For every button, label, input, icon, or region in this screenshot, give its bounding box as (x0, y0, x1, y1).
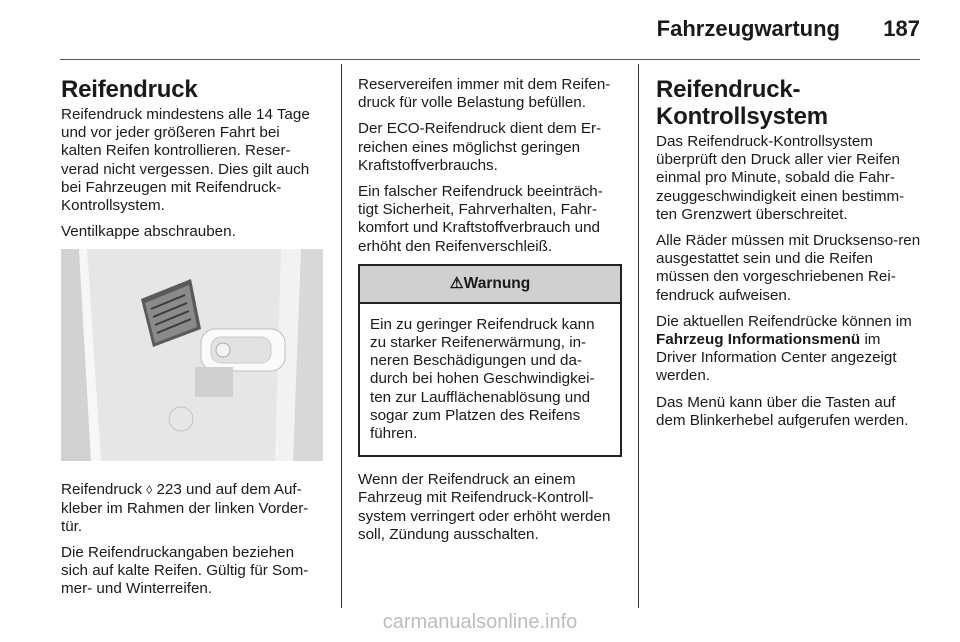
page-reference-icon: ◊ (146, 483, 153, 498)
warning-title: Warnung (463, 274, 531, 292)
paragraph-with-reference: Reifendruck ◊ 223 und auf dem Auf-kleber im Rahmen der linken Vorder-tür. (61, 481, 309, 535)
paragraph: Ein falscher Reifendruck beeinträch-tigt Sicherheit, Fahrverhalten, Fahr-komfort und Kraftstoffverbrauch und erhöht den Reifenverschleiß. (358, 183, 603, 255)
watermark: carmanualsonline.info (382, 611, 578, 633)
column-divider-1 (341, 64, 342, 608)
paragraph: Das Reifendruck-Kontrollsystem überprüft den Druck aller vier Reifen einmal pro Minute, sobald die Fahr-zeuggeschwindigkeit einen bestimm-ten Grenzwert überschreitet. (656, 133, 905, 223)
column-middle (358, 76, 622, 552)
section-heading-reifendruck: Reifendruck (61, 76, 198, 103)
paragraph: Alle Räder müssen mit Drucksenso-ren ausgestattet sein und die Reifen müssen den vorgeschriebenen Rei-fendruck aufweisen. (656, 232, 921, 304)
paragraph: Ventilkappe abschrauben. (61, 223, 236, 241)
column-divider-2 (638, 64, 639, 608)
paragraph: Wenn der Reifendruck an einem Fahrzeug mit Reifendruck-Kontroll-system verringert oder erhöht werden soll, Zündung ausschalten. (358, 471, 611, 543)
page-reference[interactable]: 223 (156, 481, 182, 499)
paragraph: Die Reifendruckangaben beziehen sich auf kalte Reifen. Gültig für Som-mer- und Winterreifen. (61, 544, 309, 598)
paragraph: Die aktuellen Reifendrücke können im Fahrzeug Informationsmenü im Driver Information Center angezeigt werden. (656, 312, 912, 385)
header-divider (60, 59, 920, 60)
paragraph: Reifendruck mindestens alle 14 Tage und vor jeder größeren Fahrt bei kalten Reifen kontrollieren. Reser-verad nicht vergessen. Dies gilt auch bei Fahrzeugen mit Reifendruck-Kontrollsystem. (61, 106, 310, 215)
paragraph: Das Menü kann über die Tasten auf dem Blinkerhebel aufgerufen werden. (656, 393, 909, 429)
warning-header (360, 266, 620, 304)
section-heading-kontrollsystem: Reifendruck-Kontrollsystem (656, 76, 828, 130)
warning-triangle-icon: ⚠ (449, 274, 464, 292)
page-header (0, 0, 960, 58)
door-frame-image (61, 249, 323, 461)
paragraph: Der ECO-Reifendruck dient dem Er-reichen eines möglichst geringen Kraftstoffverbrauchs. (358, 120, 602, 174)
paragraph: Reservereifen immer mit dem Reifen-druck für volle Belastung befüllen. (358, 76, 611, 112)
chapter-title: Fahrzeugwartung (656, 16, 840, 41)
column-right (656, 76, 922, 438)
warning-text: Ein zu geringer Reifendruck kann zu starker Reifenerwärmung, in-neren Beschädigungen und da-durch bei hohen Geschwindigkei-ten zur Laufflächenablösung und sogar zum Platzen des Reifens führen. (370, 315, 595, 443)
warning-box (358, 264, 622, 457)
column-left (61, 76, 323, 607)
menu-name: Fahrzeug Informationsmenü (656, 331, 861, 349)
page-number: 187 (883, 16, 920, 41)
door-frame-sticker-illustration (61, 249, 323, 461)
